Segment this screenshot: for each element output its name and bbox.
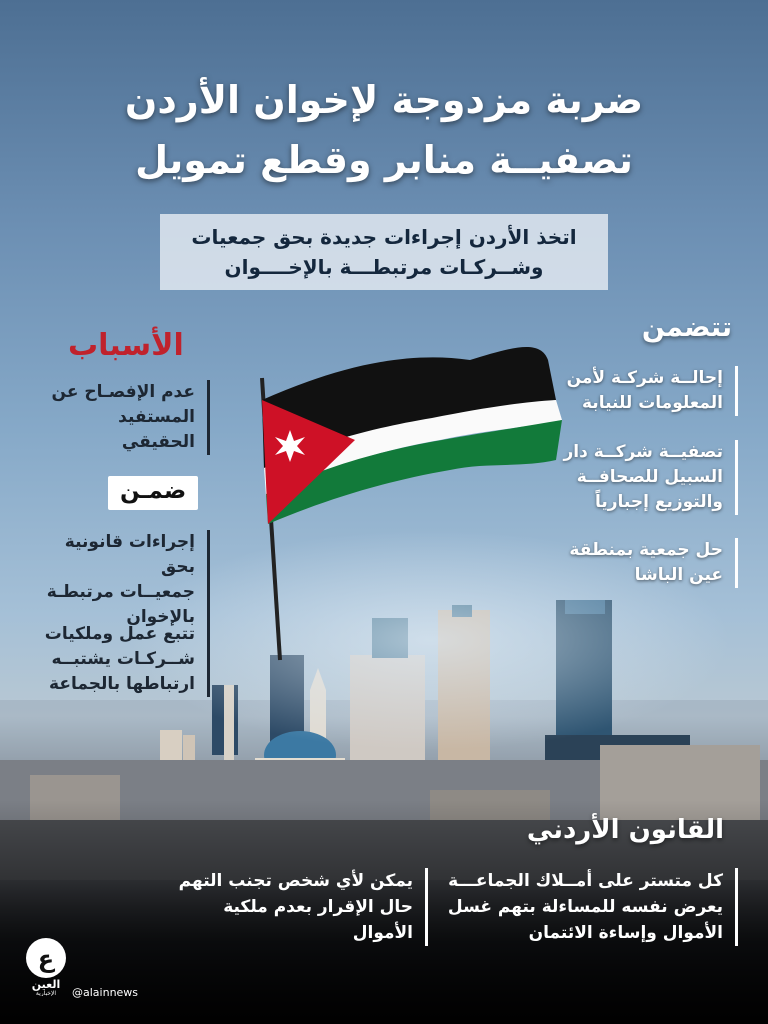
within-item xyxy=(40,622,210,697)
law-item-line: كل متستر على أمــلاك الجماعـــة xyxy=(448,871,723,891)
within-item-line: شــركـات يشتبــه xyxy=(51,649,195,669)
logo-sub: الإخبارية xyxy=(35,990,57,996)
reason-item xyxy=(40,380,210,455)
law-item-line: الأموال وإساءة الائتمان xyxy=(528,923,723,943)
includes-item-line: المعلومات للنيابة xyxy=(582,393,723,413)
includes-item-line: إحالــة شركـة لأمن xyxy=(566,368,723,388)
within-heading: ضمـن xyxy=(108,476,198,510)
within-item-line: ارتباطها بالجماعة xyxy=(49,674,195,694)
includes-item xyxy=(563,366,738,416)
includes-item-line: تصفيــة شركــة دار xyxy=(563,442,723,462)
includes-item-line: حل جمعية بمنطقة xyxy=(569,540,723,560)
svg-text:ع: ع xyxy=(37,945,55,973)
within-item-line: جمعيــات مرتبطـة xyxy=(46,582,195,602)
logo-text: العين xyxy=(31,978,61,991)
reasons-heading: الأسباب xyxy=(68,328,184,363)
reason-item-line: عدم الإفصـاح عن xyxy=(51,382,195,402)
jordan-flag xyxy=(262,347,562,524)
law-item-line: حال الإقرار بعدم ملكية الأموال xyxy=(223,897,413,943)
within-item-line: تتبع عمل وملكيات xyxy=(44,624,195,644)
title-line-2: تصفيــة منابر وقطع تمويل xyxy=(135,138,633,182)
within-item xyxy=(40,530,210,630)
includes-item-line: والتوزيع إجبارياً xyxy=(594,492,723,512)
includes-item xyxy=(563,538,738,588)
main-title xyxy=(40,70,728,190)
law-heading: القانون الأردني xyxy=(526,815,724,845)
includes-item xyxy=(563,440,738,515)
al-ain-logo-icon xyxy=(22,936,70,996)
includes-item-line: السبيل للصحافــة xyxy=(576,467,723,487)
law-item xyxy=(433,868,738,946)
law-item xyxy=(163,868,428,946)
law-item-line: يمكن لأي شخص تجنب التهم xyxy=(178,871,413,891)
within-item-line: إجراءات قانونية بحق xyxy=(64,532,195,577)
reason-item-line: المستفيد الحقيقي xyxy=(118,407,195,452)
within-item-line: بالإخوان xyxy=(126,607,195,627)
subtitle-box xyxy=(160,214,608,290)
includes-item-line: عين الباشا xyxy=(634,565,723,585)
title-line-1: ضربة مزدوجة لإخوان الأردن xyxy=(124,78,644,122)
subtitle-line-1: اتخذ الأردن إجراءات جديدة بحق جمعيات xyxy=(191,225,577,249)
subtitle-line-2: وشــركـات مرتبطـــة بالإخــــوان xyxy=(224,255,544,279)
social-handle: @alainnews xyxy=(72,986,139,999)
includes-heading: تتضمن xyxy=(641,312,732,343)
law-item-line: يعرض نفسه للمساءلة بتهم غسل xyxy=(447,897,723,917)
